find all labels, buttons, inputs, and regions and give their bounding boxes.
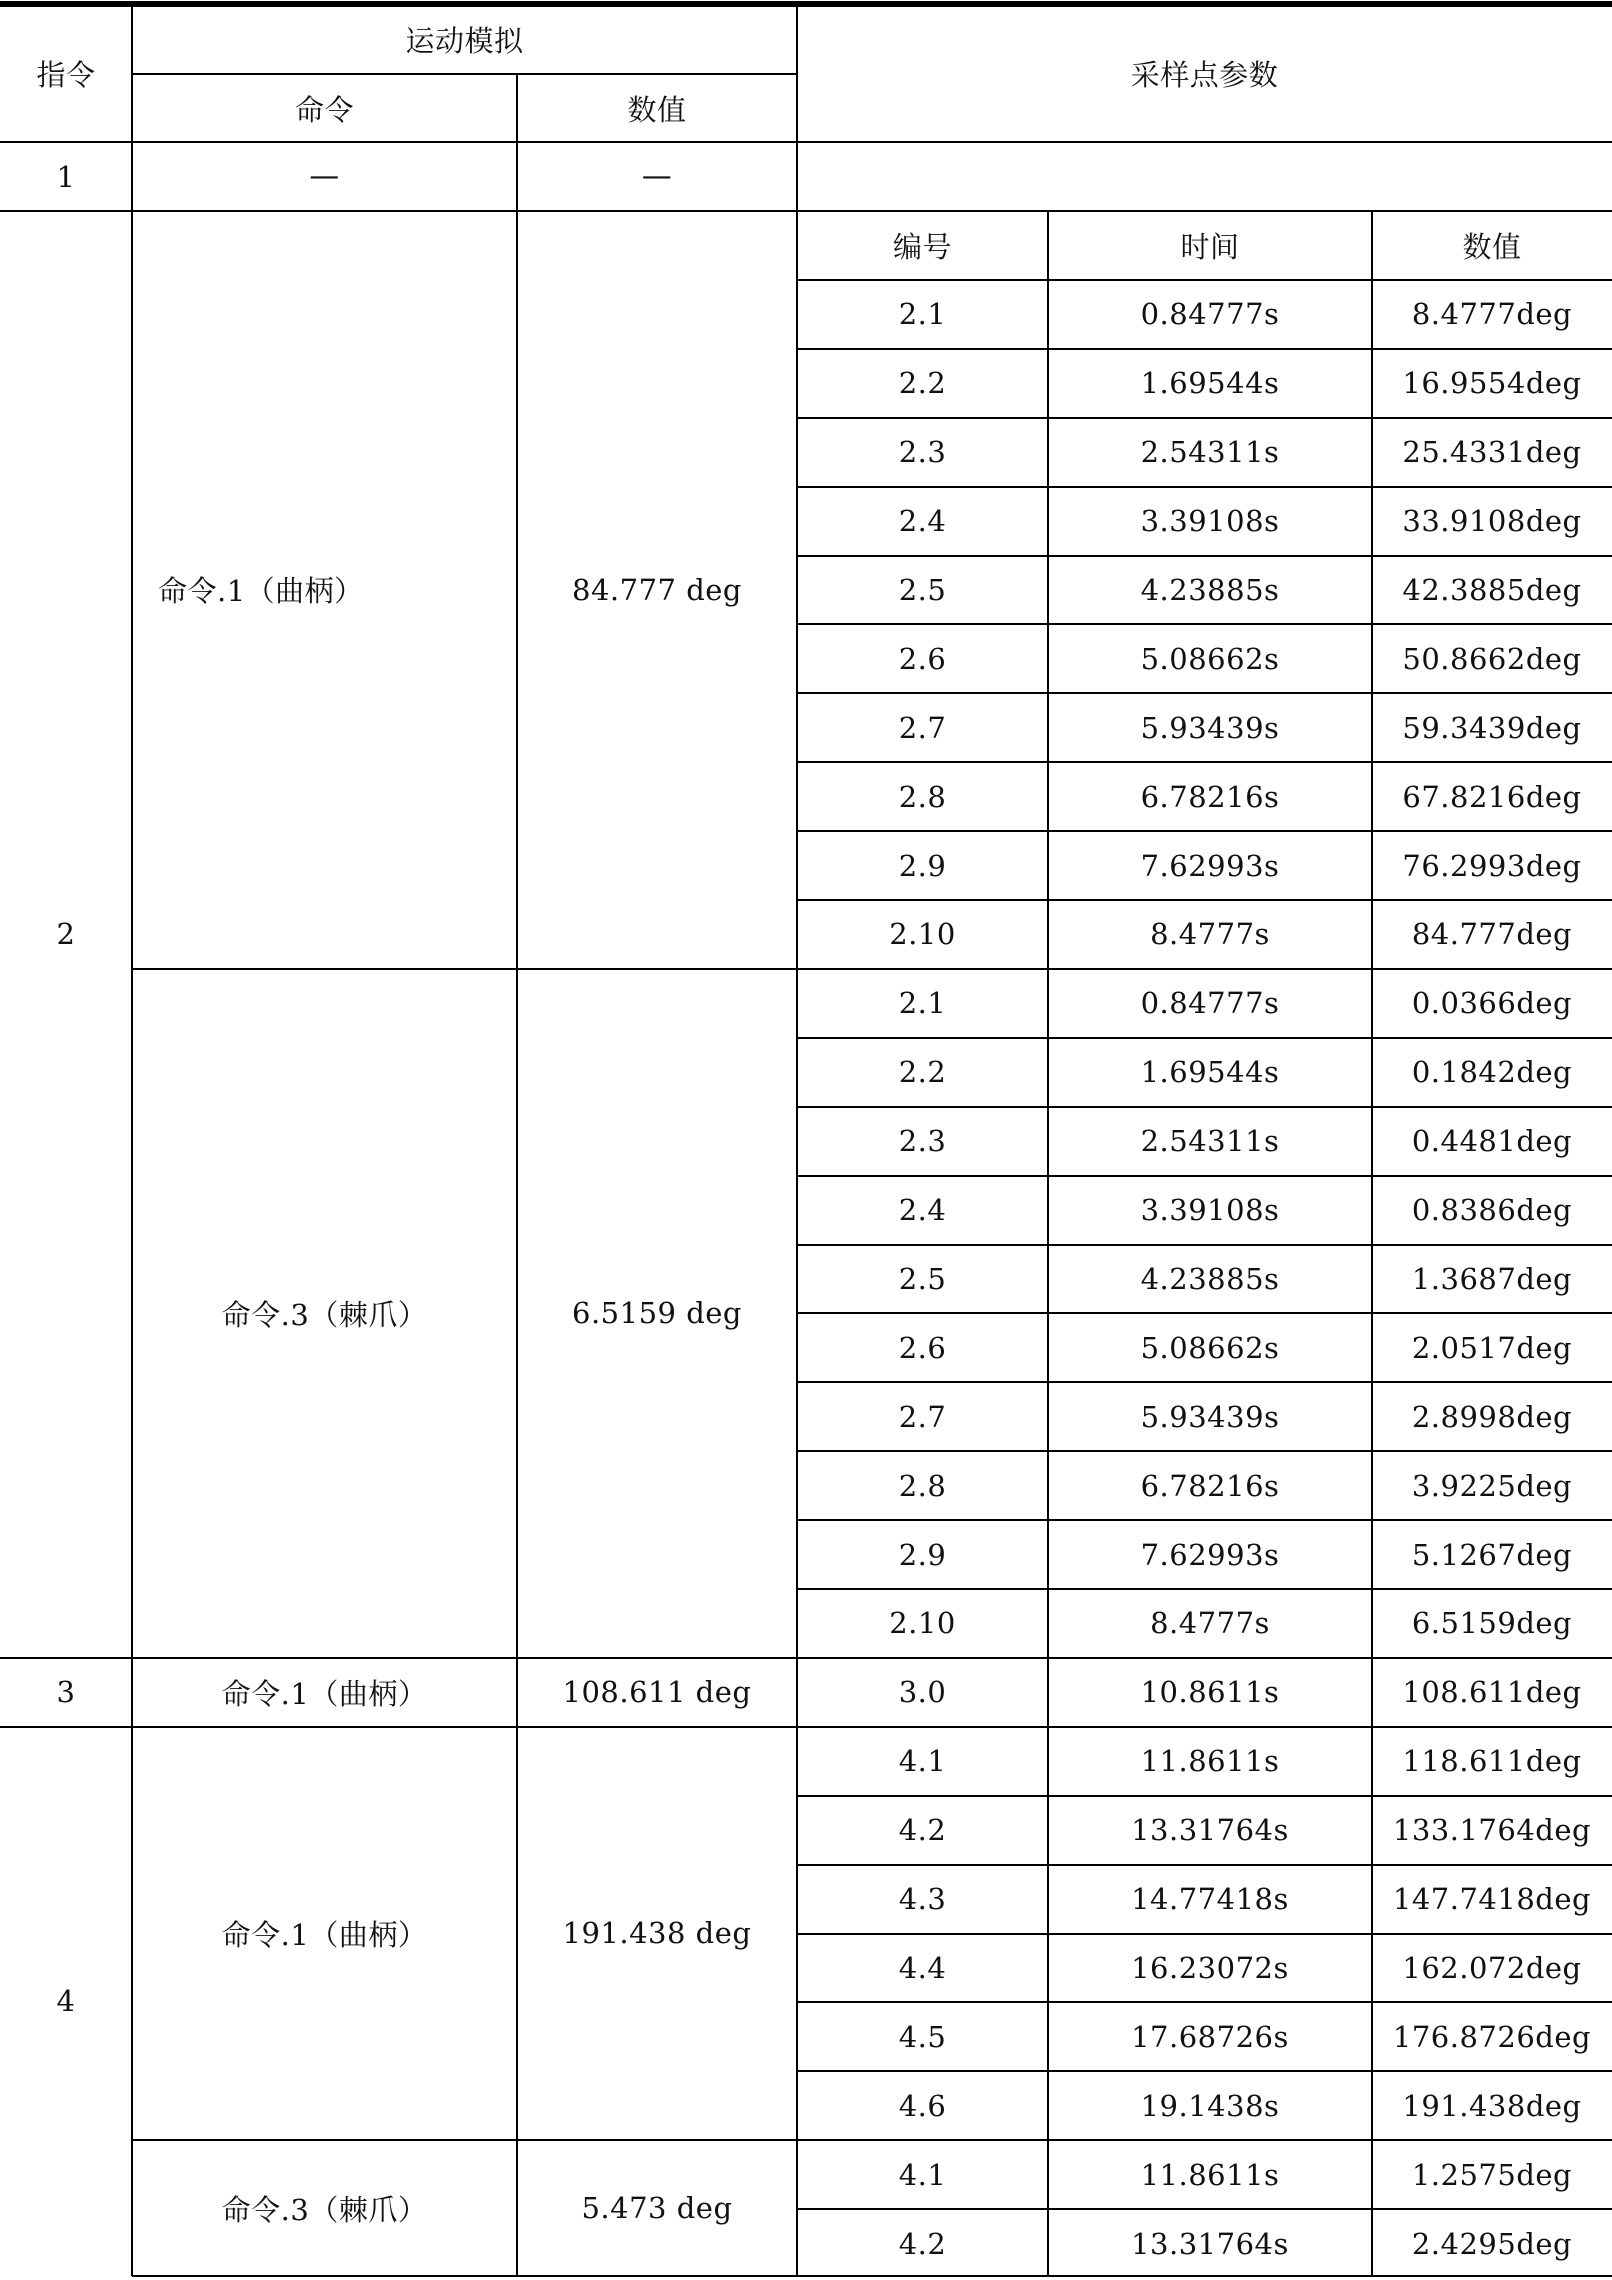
sample-time: 4.23885s (1140, 1261, 1280, 1296)
sample-value: 133.1764deg (1392, 1813, 1592, 1848)
sample-value: 42.3885deg (1402, 572, 1582, 607)
sample-time: 14.77418s (1131, 1882, 1289, 1917)
row1-value: — (641, 159, 673, 194)
sample-value: 1.3687deg (1411, 1261, 1573, 1296)
command-value: 6.5159 deg (572, 1296, 742, 1331)
sample-time: 1.69544s (1140, 1055, 1280, 1090)
sample-id: 2.1 (898, 297, 947, 332)
sample-time: 4.23885s (1140, 572, 1280, 607)
sample-time: 3.39108s (1140, 1193, 1280, 1228)
sample-id: 4.6 (898, 2088, 947, 2123)
row1-instruction: 1 (56, 159, 76, 194)
command-name: 命令.1（曲柄） (221, 1917, 428, 1952)
header-sample-params: 采样点参数 (1130, 57, 1279, 92)
sample-time: 1.69544s (1140, 366, 1280, 401)
subheader-time: 时间 (1180, 229, 1240, 264)
sample-value: 50.8662deg (1402, 641, 1582, 676)
command-value: 84.777 deg (572, 572, 742, 607)
sample-time: 13.31764s (1131, 1813, 1289, 1848)
command-value: 108.611 deg (562, 1675, 752, 1710)
command-name: 命令.3（棘爪） (221, 2192, 428, 2227)
column-rule (131, 4, 133, 142)
sample-id: 2.3 (898, 435, 947, 470)
sample-id: 2.6 (898, 641, 947, 676)
group-instruction: 3 (56, 1675, 76, 1710)
sample-id: 4.1 (898, 1744, 947, 1779)
sample-time: 19.1438s (1140, 2088, 1280, 2123)
sample-value: 67.8216deg (1402, 779, 1582, 814)
sample-time: 6.78216s (1140, 1468, 1280, 1503)
sample-time: 2.54311s (1140, 1124, 1280, 1159)
sample-value: 59.3439deg (1402, 710, 1582, 745)
sample-id: 4.3 (898, 1882, 947, 1917)
sample-time: 5.93439s (1140, 710, 1280, 745)
sample-value: 0.4481deg (1411, 1124, 1573, 1159)
sample-value: 162.072deg (1402, 1950, 1582, 1985)
sample-time: 11.8611s (1140, 2157, 1280, 2192)
sample-value: 147.7418deg (1392, 1882, 1592, 1917)
sample-time: 7.62993s (1140, 1537, 1280, 1572)
sample-id: 2.5 (898, 1261, 947, 1296)
subheader-id: 编号 (892, 229, 952, 264)
group-instruction: 4 (56, 1984, 76, 2019)
sample-time: 8.4777s (1150, 1606, 1270, 1641)
command-value: 5.473 deg (581, 2191, 733, 2226)
sample-value: 1.2575deg (1411, 2157, 1573, 2192)
sample-value: 0.8386deg (1411, 1193, 1573, 1228)
column-rule (796, 4, 798, 142)
sample-id: 2.6 (898, 1330, 947, 1365)
sample-time: 3.39108s (1140, 504, 1280, 539)
sample-value: 76.2993deg (1402, 848, 1582, 883)
sample-value: 25.4331deg (1402, 435, 1582, 470)
sample-id: 2.7 (898, 1399, 947, 1434)
command-name: 命令.1（曲柄） (158, 574, 364, 609)
sample-time: 2.54311s (1140, 435, 1280, 470)
sample-time: 13.31764s (1131, 2226, 1289, 2261)
sample-value: 2.0517deg (1411, 1330, 1573, 1365)
sample-id: 2.2 (898, 1055, 947, 1090)
sample-id: 2.4 (898, 504, 947, 539)
sample-id: 4.2 (898, 2226, 947, 2261)
sample-time: 8.4777s (1150, 917, 1270, 952)
column-rule (1047, 211, 1049, 2276)
sample-id: 2.4 (898, 1193, 947, 1228)
sample-value: 8.4777deg (1411, 297, 1573, 332)
sample-id: 2.8 (898, 1468, 947, 1503)
column-rule (131, 211, 133, 2276)
sample-time: 11.8611s (1140, 1744, 1280, 1779)
sample-id: 2.10 (889, 1606, 956, 1641)
column-rule (516, 74, 518, 142)
sample-id: 4.2 (898, 1813, 947, 1848)
sample-id: 2.9 (898, 848, 947, 883)
command-value: 191.438 deg (562, 1916, 752, 1951)
sample-value: 108.611deg (1402, 1675, 1582, 1710)
sample-time: 5.93439s (1140, 1399, 1280, 1434)
sample-value: 6.5159deg (1411, 1606, 1573, 1641)
sample-time: 6.78216s (1140, 779, 1280, 814)
sample-value: 84.777deg (1411, 917, 1573, 952)
sample-value: 0.0366deg (1411, 986, 1573, 1021)
sample-time: 7.62993s (1140, 848, 1280, 883)
sample-id: 2.10 (889, 917, 956, 952)
sample-value: 0.1842deg (1411, 1055, 1573, 1090)
sample-id: 2.3 (898, 1124, 947, 1159)
header-command: 命令 (294, 92, 354, 127)
sample-id: 2.7 (898, 710, 947, 745)
header-motion-sim: 运动模拟 (405, 23, 524, 58)
sample-value: 2.8998deg (1411, 1399, 1573, 1434)
sample-value: 33.9108deg (1402, 504, 1582, 539)
sample-value: 176.8726deg (1392, 2019, 1592, 2054)
sample-value: 5.1267deg (1411, 1537, 1573, 1572)
column-rule (516, 211, 518, 2276)
command-name: 命令.1（曲柄） (221, 1676, 428, 1711)
sample-value: 118.611deg (1402, 1744, 1582, 1779)
sample-time: 0.84777s (1140, 986, 1280, 1021)
sample-time: 16.23072s (1131, 1950, 1289, 1985)
sample-time: 17.68726s (1131, 2019, 1289, 2054)
sample-value: 16.9554deg (1402, 366, 1582, 401)
sample-id: 2.9 (898, 1537, 947, 1572)
command-name: 命令.3（棘爪） (221, 1297, 428, 1332)
sample-id: 2.1 (898, 986, 947, 1021)
sample-id: 2.2 (898, 366, 947, 401)
sample-id: 2.8 (898, 779, 947, 814)
column-rule (796, 211, 798, 2276)
sample-value: 2.4295deg (1411, 2226, 1573, 2261)
sample-value: 191.438deg (1402, 2088, 1582, 2123)
sample-time: 10.8611s (1140, 1675, 1280, 1710)
sample-value: 3.9225deg (1411, 1468, 1573, 1503)
table-rule (132, 2275, 1612, 2277)
table-rule (132, 73, 797, 75)
group-instruction: 2 (56, 917, 76, 952)
sample-id: 3.0 (898, 1675, 947, 1710)
column-rule (516, 142, 518, 211)
sample-id: 4.4 (898, 1950, 947, 1985)
column-rule (131, 142, 133, 211)
header-value: 数值 (627, 92, 687, 127)
sample-id: 4.5 (898, 2019, 947, 2054)
column-rule (1371, 211, 1373, 2276)
row1-command: — (309, 159, 340, 194)
header-instruction: 指令 (36, 57, 96, 92)
subheader-value: 数值 (1462, 229, 1522, 264)
sample-time: 0.84777s (1140, 297, 1280, 332)
sample-id: 4.1 (898, 2157, 947, 2192)
column-rule (796, 142, 798, 211)
sample-time: 5.08662s (1140, 641, 1280, 676)
sample-id: 2.5 (898, 572, 947, 607)
sample-time: 5.08662s (1140, 1330, 1280, 1365)
